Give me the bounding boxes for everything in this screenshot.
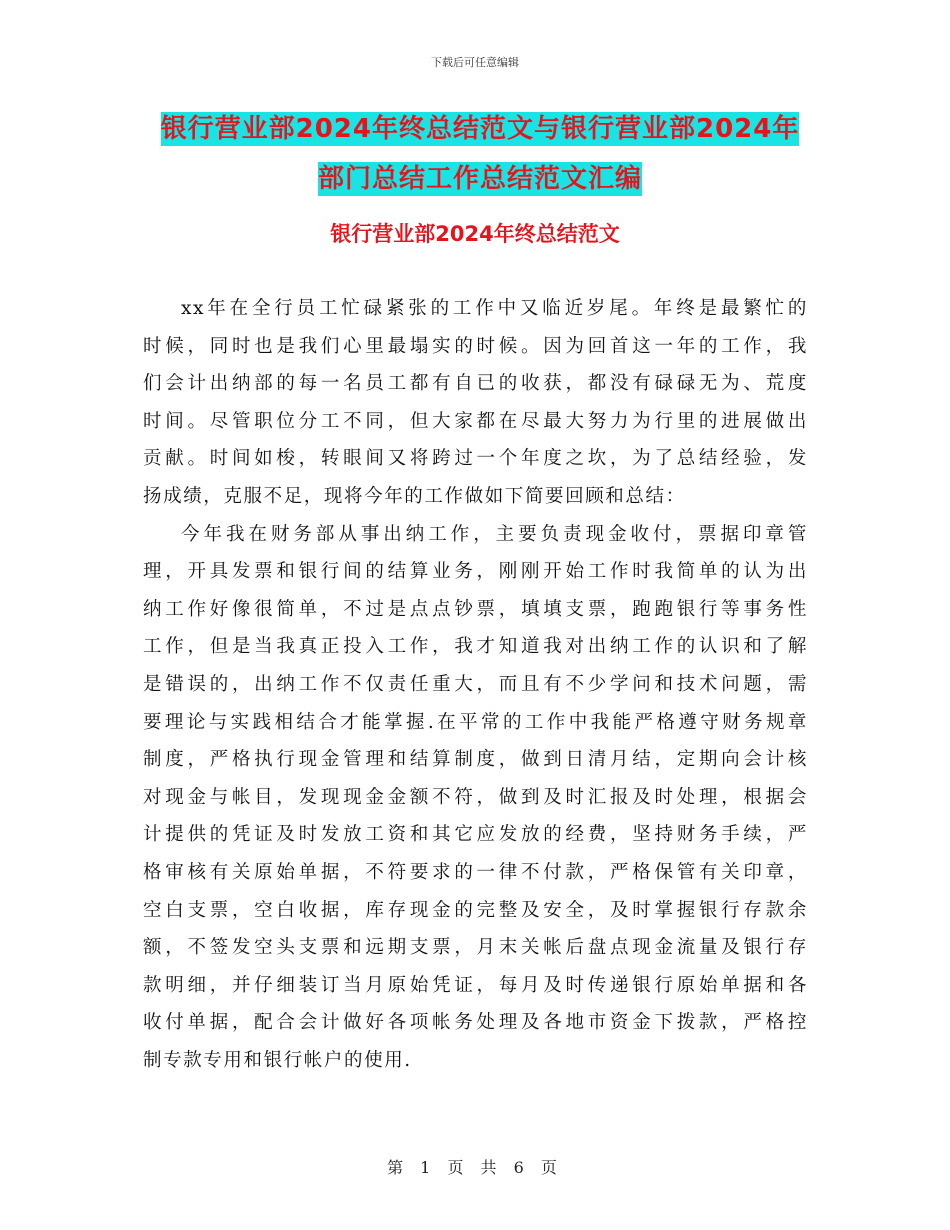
paragraph-line: 今年我在财务部从事出纳工作，主要负责现金收付，票据印章管 [181,523,808,545]
paragraph-line: 收付单据，配合会计做好各项帐务处理及各地市资金下拨款，严格控 [143,1012,808,1034]
paragraph-line: 制度，严格执行现金管理和结算制度，做到日清月结，定期向会计核 [143,749,808,771]
body-text [143,290,808,1079]
paragraph-line: 时间。尽管职位分工不同，但大家都在尽最大努力为行里的进展做出 [143,410,808,432]
document-title-line-2: 部门总结工作总结范文汇编 [317,164,642,194]
paragraph-line: 纳工作好像很简单，不过是点点钞票，填填支票，跑跑银行等事务性 [143,598,808,620]
paragraph-line: xx年在全行员工忙碌紧张的工作中又临近岁尾。年终是最繁忙的 [181,298,808,319]
section-title: 银行营业部2024年终总结范文 [330,222,620,246]
paragraph-line: 计提供的凭证及时发放工资和其它应发放的经费，坚持财务手续，严 [143,824,808,846]
paragraph-line: 贡献。时间如梭，转眼间又将跨过一个年度之坎，为了总结经验，发 [143,448,808,470]
document-title [140,104,820,204]
paragraph-line: 额，不签发空头支票和远期支票，月末关帐后盘点现金流量及银行存 [143,937,808,959]
paragraph-line: 时候，同时也是我们心里最塌实的时候。因为回首这一年的工作，我 [143,335,808,357]
page-number: 第 1 页 共 6 页 [387,1158,563,1177]
paragraph-line: 格审核有关原始单据，不符要求的一律不付款，严格保管有关印章， [143,861,808,883]
paragraph-line: 空白支票，空白收据，库存现金的完整及安全，及时掌握银行存款余 [143,899,808,921]
paragraph-line: 对现金与帐目，发现现金金额不符，做到及时汇报及时处理，根据会 [143,786,808,808]
paragraph-line: 制专款专用和银行帐户的使用. [143,1049,412,1071]
page-header-note: 下载后可任意编辑 [431,56,519,69]
paragraph-line: 工作，但是当我真正投入工作，我才知道我对出纳工作的认识和了解 [143,636,808,658]
document-title-line-1: 银行营业部2024年终总结范文与银行营业部2024年 [160,114,800,144]
paragraph-line: 理，开具发票和银行间的结算业务，刚刚开始工作时我简单的认为出 [143,561,808,583]
paragraph-line: 要理论与实践相结合才能掌握.在平常的工作中我能严格遵守财务规章 [143,711,808,733]
paragraph-line: 扬成绩，克服不足，现将今年的工作做如下简要回顾和总结： [143,485,686,507]
paragraph-line: 们会计出纳部的每一名员工都有自已的收获，都没有碌碌无为、荒度 [143,373,808,395]
paragraph-line: 款明细，并仔细装订当月原始凭证，每月及时传递银行原始单据和各 [143,974,808,996]
paragraph-line: 是错误的，出纳工作不仅责任重大，而且有不少学问和技术问题，需 [143,673,808,695]
